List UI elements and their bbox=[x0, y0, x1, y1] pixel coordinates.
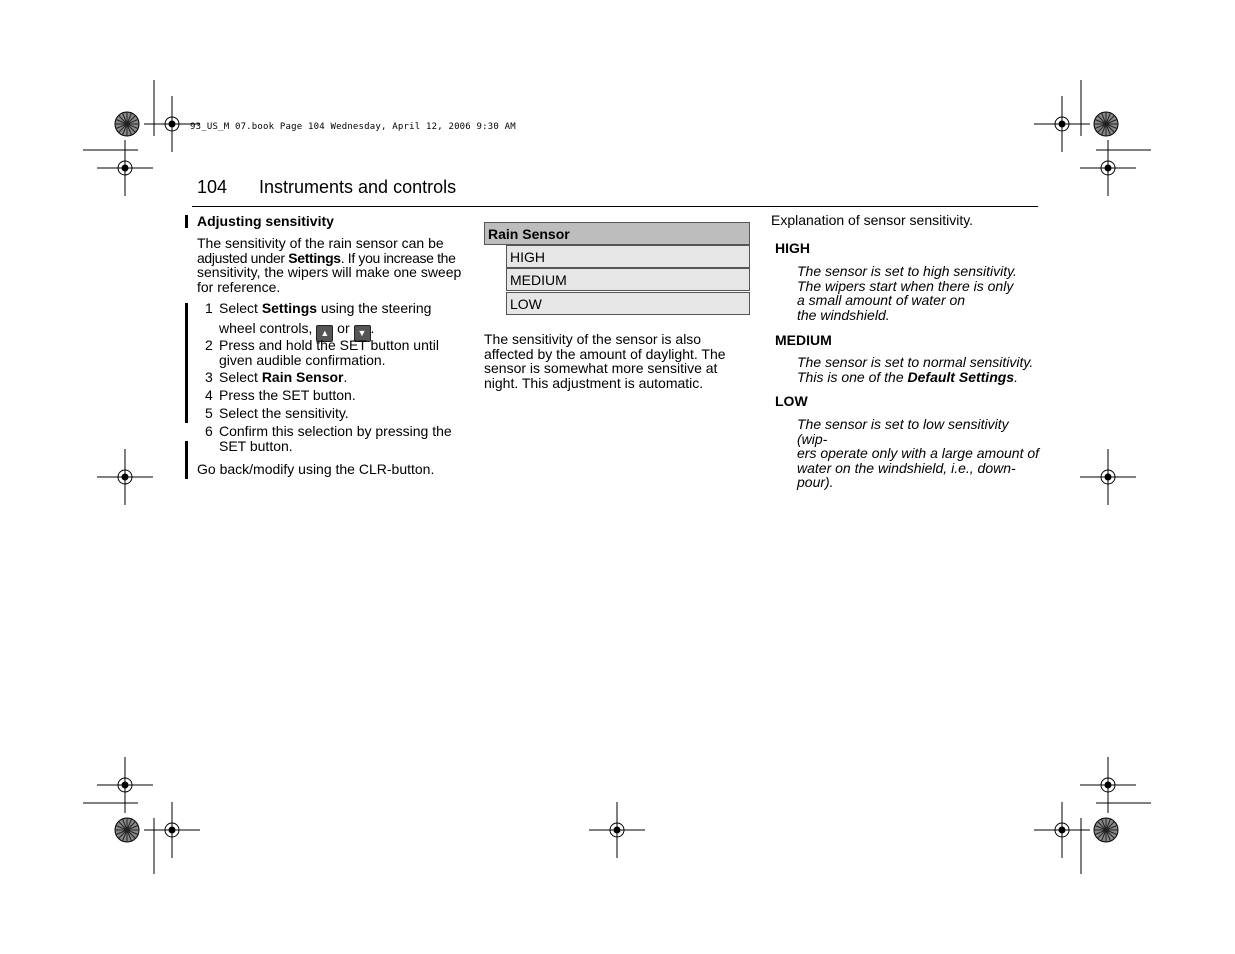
settings-term: Settings bbox=[261, 300, 318, 316]
intro-line: sensitivity, the wipers will make one sweep bbox=[197, 264, 462, 281]
settings-term: Settings bbox=[288, 249, 341, 266]
low-line: water on the windshield, i.e., down- bbox=[797, 459, 1016, 476]
change-bar bbox=[185, 303, 188, 423]
high-line: the windshield. bbox=[797, 306, 890, 323]
low-line: ers operate only with a large amount of bbox=[797, 445, 1040, 462]
step-text-part: or bbox=[333, 319, 354, 336]
medium-text: This is one of the bbox=[797, 368, 908, 385]
steps-list bbox=[205, 301, 465, 461]
step-text-part: using the steering bbox=[317, 300, 432, 316]
step-text-part: Select bbox=[219, 369, 262, 385]
change-bar bbox=[185, 441, 188, 479]
footer-note: Go back/modify using the CLR-button. bbox=[197, 461, 435, 477]
header-rule bbox=[192, 206, 1038, 207]
print-meta-line: 93_US_M 07.book Page 104 Wednesday, April 12, 2006 9:30 AM bbox=[190, 122, 516, 132]
rain-sensor-term: Rain Sensor bbox=[261, 369, 344, 385]
medium-line bbox=[797, 370, 1042, 385]
medium-text: . bbox=[1014, 368, 1018, 385]
explanation-intro: Explanation of sensor sensitivity. bbox=[771, 212, 974, 228]
change-bar bbox=[185, 215, 188, 228]
step-text-part: wheel controls, bbox=[219, 319, 317, 336]
section-heading: Adjusting sensitivity bbox=[197, 213, 334, 229]
arrow-down-button-icon: ▼ bbox=[354, 325, 371, 342]
high-description bbox=[797, 264, 1042, 322]
high-line: a small amount of water on bbox=[797, 292, 966, 309]
step-number: 6 bbox=[205, 423, 213, 439]
daylight-paragraph: The sensitivity of the sensor is also affected by the amount of daylight. The sensor is somewhat more sensitive at night. This adjustment is automatic. bbox=[484, 331, 726, 391]
step-text bbox=[219, 370, 455, 385]
intro-line: The sensitivity of the rain sensor can be bbox=[197, 235, 444, 251]
low-line: pour). bbox=[797, 474, 834, 491]
high-line: The sensor is set to high sensitivity. bbox=[797, 263, 1017, 279]
menu-item-low[interactable]: LOW bbox=[506, 292, 750, 315]
medium-heading: MEDIUM bbox=[775, 332, 832, 348]
menu-item-medium[interactable]: MEDIUM bbox=[506, 268, 750, 291]
step-text-part: . bbox=[343, 369, 348, 385]
step-number: 2 bbox=[205, 337, 213, 353]
high-line: The wipers start when there is only bbox=[797, 277, 1014, 294]
step-number: 3 bbox=[205, 369, 213, 385]
step-text-part: . bbox=[370, 319, 375, 336]
medium-description bbox=[797, 355, 1042, 384]
menu-title: Rain Sensor bbox=[484, 222, 750, 245]
intro-paragraph bbox=[197, 236, 462, 294]
step-text bbox=[219, 301, 455, 342]
step-text: Confirm this selection by pressing the SET button. bbox=[219, 423, 452, 454]
intro-line bbox=[197, 251, 462, 266]
step-text: Press the SET button. bbox=[219, 387, 356, 403]
step-number: 4 bbox=[205, 387, 213, 403]
step-number: 5 bbox=[205, 405, 213, 421]
default-settings-term: Default Settings bbox=[907, 368, 1015, 385]
low-description bbox=[797, 417, 1042, 490]
page-number: 104 bbox=[197, 177, 228, 197]
step-text: Select the sensitivity. bbox=[219, 405, 349, 421]
intro-text: . If you increase the bbox=[340, 249, 456, 266]
medium-line: The sensor is set to normal sensitivity. bbox=[797, 354, 1034, 370]
low-heading: LOW bbox=[775, 393, 808, 409]
step-number: 1 bbox=[205, 300, 213, 316]
high-heading: HIGH bbox=[775, 240, 810, 256]
low-line: The sensor is set to low sensitivity (wip- bbox=[797, 416, 1009, 447]
step-text-part: Select bbox=[219, 300, 262, 316]
intro-line: for reference. bbox=[197, 278, 281, 295]
step-text: Press and hold the SET button until given audible confirmation. bbox=[219, 337, 439, 368]
section-title: Instruments and controls bbox=[259, 177, 457, 197]
arrow-up-button-icon: ▲ bbox=[316, 325, 333, 342]
menu-item-high[interactable]: HIGH bbox=[506, 245, 750, 268]
intro-text: adjusted under bbox=[197, 249, 289, 266]
